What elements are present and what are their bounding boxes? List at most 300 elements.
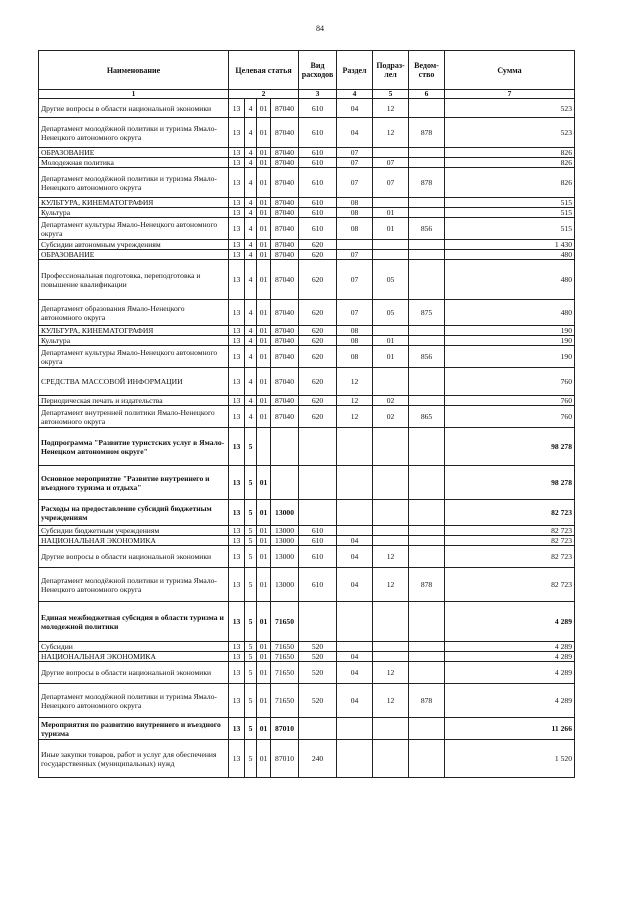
cell-sum: 523 — [445, 99, 575, 118]
cell-section: 04 — [337, 546, 373, 568]
cell-code-a: 13 — [229, 662, 245, 684]
cell-sum: 1 430 — [445, 240, 575, 250]
cell-code-c: 01 — [257, 662, 271, 684]
cell-expense-type: 620 — [299, 336, 337, 346]
cell-section — [337, 466, 373, 500]
cell-code-c: 01 — [257, 500, 271, 526]
cell-subsection — [373, 428, 409, 466]
table-row — [39, 500, 575, 526]
cell-subsection — [373, 500, 409, 526]
cell-code-a: 13 — [229, 642, 245, 652]
cell-subsection — [373, 536, 409, 546]
cell-code-a: 13 — [229, 208, 245, 218]
cell-name: Другие вопросы в области национальной экономики — [39, 546, 229, 568]
cell-section — [337, 526, 373, 536]
cell-code-b: 5 — [245, 662, 257, 684]
cell-code-a: 13 — [229, 118, 245, 148]
cell-code-b: 5 — [245, 428, 257, 466]
cell-name: Департамент молодёжной политики и туризма Ямало-Ненецкого автономного округа — [39, 684, 229, 718]
cell-code-b: 5 — [245, 500, 257, 526]
cell-expense-type: 520 — [299, 662, 337, 684]
cell-subsection — [373, 198, 409, 208]
cell-code-a: 13 — [229, 718, 245, 740]
cell-expense-type: 520 — [299, 684, 337, 718]
cell-subsection — [373, 466, 409, 500]
cell-department — [409, 158, 445, 168]
cell-department: 865 — [409, 406, 445, 428]
cell-code-c: 01 — [257, 260, 271, 300]
cell-code-b: 4 — [245, 148, 257, 158]
cell-code-a: 13 — [229, 526, 245, 536]
cell-sum: 826 — [445, 168, 575, 198]
cell-code-c: 01 — [257, 546, 271, 568]
cell-sum: 4 289 — [445, 684, 575, 718]
cell-code-c: 01 — [257, 740, 271, 778]
cell-code-d: 87040 — [271, 300, 299, 326]
cell-code-d: 87040 — [271, 158, 299, 168]
cell-code-a: 13 — [229, 346, 245, 368]
cell-name: Департамент образования Ямало-Ненецкого автономного округа — [39, 300, 229, 326]
cell-expense-type: 610 — [299, 208, 337, 218]
cell-section: 07 — [337, 168, 373, 198]
cell-department — [409, 466, 445, 500]
cell-expense-type: 620 — [299, 406, 337, 428]
cell-code-d: 13000 — [271, 568, 299, 602]
cell-name: СРЕДСТВА МАССОВОЙ ИНФОРМАЦИИ — [39, 368, 229, 396]
cell-subsection: 01 — [373, 346, 409, 368]
cell-expense-type: 610 — [299, 158, 337, 168]
cell-code-c: 01 — [257, 406, 271, 428]
cell-code-a: 13 — [229, 260, 245, 300]
cell-code-b: 5 — [245, 718, 257, 740]
cell-sum: 4 289 — [445, 642, 575, 652]
cell-code-c: 01 — [257, 198, 271, 208]
cell-department — [409, 198, 445, 208]
cell-name: Субсидии бюджетным учреждениям — [39, 526, 229, 536]
cell-section: 07 — [337, 250, 373, 260]
cell-code-d: 13000 — [271, 536, 299, 546]
cell-code-b: 4 — [245, 396, 257, 406]
cell-code-c: 01 — [257, 396, 271, 406]
cell-department: 878 — [409, 684, 445, 718]
cell-sum: 4 289 — [445, 662, 575, 684]
cell-sum: 760 — [445, 368, 575, 396]
cell-name: Культура — [39, 208, 229, 218]
table-row — [39, 300, 575, 326]
cell-code-a: 13 — [229, 396, 245, 406]
cell-name: Департамент молодёжной политики и туризма Ямало-Ненецкого автономного округа — [39, 168, 229, 198]
cell-department — [409, 602, 445, 642]
cell-name: Департамент молодёжной политики и туризма Ямало-Ненецкого автономного округа — [39, 568, 229, 602]
cell-code-b: 5 — [245, 740, 257, 778]
cell-code-d: 87040 — [271, 198, 299, 208]
cell-code-b: 4 — [245, 218, 257, 240]
cell-subsection: 05 — [373, 300, 409, 326]
cell-code-b: 4 — [245, 158, 257, 168]
cell-section — [337, 428, 373, 466]
cell-code-b: 4 — [245, 406, 257, 428]
cell-name: Департамент культуры Ямало-Ненецкого автономного округа — [39, 346, 229, 368]
cell-section: 04 — [337, 662, 373, 684]
table-row — [39, 168, 575, 198]
cell-code-a: 13 — [229, 300, 245, 326]
cell-subsection: 12 — [373, 99, 409, 118]
cell-sum: 190 — [445, 346, 575, 368]
cell-sum: 4 289 — [445, 602, 575, 642]
cell-code-b: 5 — [245, 602, 257, 642]
cell-subsection: 05 — [373, 260, 409, 300]
cell-name: Субсидии автономным учреждениям — [39, 240, 229, 250]
cell-code-d: 87040 — [271, 260, 299, 300]
cell-sum: 523 — [445, 118, 575, 148]
table-row — [39, 406, 575, 428]
cell-name: Субсидии — [39, 642, 229, 652]
cell-name: Периодическая печать и издательства — [39, 396, 229, 406]
cell-subsection — [373, 718, 409, 740]
cell-sum: 11 266 — [445, 718, 575, 740]
cell-expense-type: 610 — [299, 168, 337, 198]
cell-name: Профессиональная подготовка, переподготовка и повышение квалификации — [39, 260, 229, 300]
cell-department — [409, 652, 445, 662]
cell-expense-type — [299, 466, 337, 500]
header-subsection: Подраз-лел — [373, 51, 409, 90]
cell-code-d: 87010 — [271, 718, 299, 740]
cell-section: 04 — [337, 684, 373, 718]
cell-sum: 480 — [445, 250, 575, 260]
cell-department: 856 — [409, 346, 445, 368]
cell-expense-type: 610 — [299, 118, 337, 148]
cell-code-c: 01 — [257, 718, 271, 740]
cell-expense-type: 610 — [299, 218, 337, 240]
cell-code-b: 4 — [245, 326, 257, 336]
cell-code-a: 13 — [229, 406, 245, 428]
table-row — [39, 208, 575, 218]
column-number: 4 — [337, 90, 373, 99]
cell-expense-type: 520 — [299, 642, 337, 652]
cell-code-a: 13 — [229, 536, 245, 546]
table-row — [39, 396, 575, 406]
cell-code-c — [257, 428, 271, 466]
cell-section: 08 — [337, 198, 373, 208]
cell-code-a: 13 — [229, 546, 245, 568]
cell-subsection: 01 — [373, 218, 409, 240]
page-number: 84 — [316, 24, 324, 33]
cell-section: 08 — [337, 326, 373, 336]
cell-code-b: 5 — [245, 652, 257, 662]
cell-department — [409, 546, 445, 568]
table-row — [39, 718, 575, 740]
cell-name: ОБРАЗОВАНИЕ — [39, 250, 229, 260]
cell-code-d: 87040 — [271, 396, 299, 406]
table-row — [39, 568, 575, 602]
table-row — [39, 546, 575, 568]
header-name: Наименование — [39, 51, 229, 90]
cell-subsection — [373, 326, 409, 336]
cell-subsection — [373, 602, 409, 642]
cell-sum: 480 — [445, 260, 575, 300]
cell-section: 12 — [337, 368, 373, 396]
cell-name: Иные закупки товаров, работ и услуг для обеспечения государственных (муниципальных) нужд — [39, 740, 229, 778]
cell-name: Единая межбюджетная субсидия в области туризма и молодежной политики — [39, 602, 229, 642]
cell-name: КУЛЬТУРА, КИНЕМАТОГРАФИЯ — [39, 198, 229, 208]
cell-subsection: 02 — [373, 406, 409, 428]
column-number: 6 — [409, 90, 445, 99]
cell-code-c: 01 — [257, 346, 271, 368]
cell-department: 878 — [409, 168, 445, 198]
cell-code-a: 13 — [229, 250, 245, 260]
cell-section: 04 — [337, 99, 373, 118]
cell-code-b: 4 — [245, 118, 257, 148]
cell-code-a: 13 — [229, 466, 245, 500]
cell-sum: 515 — [445, 218, 575, 240]
cell-code-a: 13 — [229, 740, 245, 778]
cell-subsection — [373, 250, 409, 260]
table-row — [39, 118, 575, 148]
cell-subsection — [373, 740, 409, 778]
cell-code-c: 01 — [257, 250, 271, 260]
cell-name: Департамент молодёжной политики и туризма Ямало-Ненецкого автономного округа — [39, 118, 229, 148]
cell-subsection: 01 — [373, 208, 409, 218]
cell-sum: 515 — [445, 208, 575, 218]
cell-code-a: 13 — [229, 240, 245, 250]
cell-name: Департамент внутренней политики Ямало-Ненецкого автономного округа — [39, 406, 229, 428]
column-number: 2 — [229, 90, 299, 99]
cell-code-b: 5 — [245, 684, 257, 718]
cell-code-c: 01 — [257, 466, 271, 500]
cell-code-b: 5 — [245, 526, 257, 536]
cell-department — [409, 208, 445, 218]
table-row — [39, 158, 575, 168]
table-row — [39, 148, 575, 158]
cell-section: 07 — [337, 158, 373, 168]
cell-section — [337, 602, 373, 642]
cell-department — [409, 526, 445, 536]
cell-section: 12 — [337, 396, 373, 406]
table-row — [39, 368, 575, 396]
cell-code-d: 87040 — [271, 99, 299, 118]
cell-code-c: 01 — [257, 326, 271, 336]
cell-department: 856 — [409, 218, 445, 240]
cell-section: 08 — [337, 208, 373, 218]
table-row — [39, 526, 575, 536]
cell-expense-type: 610 — [299, 526, 337, 536]
cell-section — [337, 240, 373, 250]
cell-sum: 826 — [445, 148, 575, 158]
cell-expense-type: 620 — [299, 260, 337, 300]
cell-expense-type: 520 — [299, 652, 337, 662]
table-row — [39, 218, 575, 240]
cell-code-c: 01 — [257, 526, 271, 536]
cell-expense-type: 620 — [299, 396, 337, 406]
cell-subsection — [373, 148, 409, 158]
cell-code-c: 01 — [257, 652, 271, 662]
cell-subsection: 12 — [373, 568, 409, 602]
cell-expense-type: 620 — [299, 326, 337, 336]
cell-subsection: 12 — [373, 118, 409, 148]
cell-section: 08 — [337, 346, 373, 368]
table-row — [39, 428, 575, 466]
cell-code-a: 13 — [229, 99, 245, 118]
cell-code-a: 13 — [229, 336, 245, 346]
header-department: Ведом-ство — [409, 51, 445, 90]
cell-code-a: 13 — [229, 148, 245, 158]
header-target-article: Целевая статья — [229, 51, 299, 90]
cell-name: Молодежная политика — [39, 158, 229, 168]
cell-department — [409, 642, 445, 652]
cell-sum: 826 — [445, 158, 575, 168]
table-row — [39, 240, 575, 250]
cell-section — [337, 500, 373, 526]
cell-code-b: 4 — [245, 346, 257, 368]
cell-expense-type: 620 — [299, 346, 337, 368]
cell-code-b: 4 — [245, 250, 257, 260]
cell-code-b: 4 — [245, 260, 257, 300]
cell-department: 878 — [409, 568, 445, 602]
cell-name: НАЦИОНАЛЬНАЯ ЭКОНОМИКА — [39, 652, 229, 662]
cell-section — [337, 718, 373, 740]
cell-department — [409, 662, 445, 684]
cell-sum: 98 278 — [445, 466, 575, 500]
column-number-row — [39, 90, 575, 99]
cell-code-d: 87040 — [271, 326, 299, 336]
cell-sum: 82 723 — [445, 546, 575, 568]
cell-code-a: 13 — [229, 218, 245, 240]
cell-section: 04 — [337, 118, 373, 148]
cell-code-c: 01 — [257, 368, 271, 396]
cell-code-b: 5 — [245, 568, 257, 602]
cell-section — [337, 642, 373, 652]
cell-code-a: 13 — [229, 168, 245, 198]
cell-expense-type: 620 — [299, 300, 337, 326]
table-row — [39, 99, 575, 118]
table-row — [39, 250, 575, 260]
cell-department: 878 — [409, 118, 445, 148]
cell-code-c: 01 — [257, 168, 271, 198]
cell-code-d: 13000 — [271, 500, 299, 526]
cell-code-d: 87040 — [271, 368, 299, 396]
cell-section: 04 — [337, 568, 373, 602]
cell-expense-type: 610 — [299, 546, 337, 568]
cell-sum: 82 723 — [445, 526, 575, 536]
cell-expense-type: 610 — [299, 536, 337, 546]
cell-code-c: 01 — [257, 684, 271, 718]
cell-code-d: 87040 — [271, 346, 299, 368]
header-row — [39, 51, 575, 90]
cell-sum: 98 278 — [445, 428, 575, 466]
table-row — [39, 198, 575, 208]
cell-expense-type: 620 — [299, 368, 337, 396]
cell-sum: 515 — [445, 198, 575, 208]
cell-sum: 1 520 — [445, 740, 575, 778]
cell-code-d: 87040 — [271, 148, 299, 158]
table-body — [39, 99, 575, 778]
cell-subsection — [373, 652, 409, 662]
cell-code-d — [271, 466, 299, 500]
cell-code-a: 13 — [229, 326, 245, 336]
header-expense-type: Вид расходов — [299, 51, 337, 90]
cell-expense-type — [299, 718, 337, 740]
cell-code-b: 5 — [245, 642, 257, 652]
table-row — [39, 652, 575, 662]
cell-section: 12 — [337, 406, 373, 428]
cell-section — [337, 740, 373, 778]
cell-section: 04 — [337, 536, 373, 546]
cell-code-b: 4 — [245, 368, 257, 396]
cell-code-c: 01 — [257, 218, 271, 240]
cell-sum: 190 — [445, 326, 575, 336]
cell-department — [409, 336, 445, 346]
cell-department — [409, 240, 445, 250]
cell-subsection — [373, 240, 409, 250]
cell-name: КУЛЬТУРА, КИНЕМАТОГРАФИЯ — [39, 326, 229, 336]
cell-code-b: 4 — [245, 208, 257, 218]
table-row — [39, 466, 575, 500]
table-row — [39, 684, 575, 718]
cell-expense-type: 610 — [299, 148, 337, 158]
cell-subsection — [373, 368, 409, 396]
header-sum: Сумма — [445, 51, 575, 90]
cell-department — [409, 326, 445, 336]
cell-name: Другие вопросы в области национальной экономики — [39, 99, 229, 118]
table-row — [39, 536, 575, 546]
cell-name: ОБРАЗОВАНИЕ — [39, 148, 229, 158]
cell-code-d: 71650 — [271, 652, 299, 662]
budget-table — [38, 50, 575, 778]
cell-sum: 480 — [445, 300, 575, 326]
cell-code-c: 01 — [257, 300, 271, 326]
cell-subsection: 07 — [373, 168, 409, 198]
cell-name: Мероприятия по развитию внутреннего и въездного туризма — [39, 718, 229, 740]
cell-expense-type: 610 — [299, 568, 337, 602]
column-number: 1 — [39, 90, 229, 99]
cell-sum: 760 — [445, 406, 575, 428]
cell-sum: 760 — [445, 396, 575, 406]
cell-name: Культура — [39, 336, 229, 346]
cell-code-d: 13000 — [271, 526, 299, 536]
cell-code-d: 71650 — [271, 684, 299, 718]
cell-department — [409, 428, 445, 466]
cell-code-d: 87040 — [271, 168, 299, 198]
cell-code-c: 01 — [257, 208, 271, 218]
table-row — [39, 326, 575, 336]
table-row — [39, 346, 575, 368]
cell-subsection — [373, 526, 409, 536]
cell-code-b: 5 — [245, 536, 257, 546]
cell-name: Департамент культуры Ямало-Ненецкого автономного округа — [39, 218, 229, 240]
table-row — [39, 662, 575, 684]
cell-subsection: 12 — [373, 546, 409, 568]
cell-department: 875 — [409, 300, 445, 326]
cell-section: 08 — [337, 218, 373, 240]
cell-code-c: 01 — [257, 336, 271, 346]
cell-code-c: 01 — [257, 642, 271, 652]
cell-department — [409, 250, 445, 260]
cell-code-a: 13 — [229, 602, 245, 642]
cell-code-c: 01 — [257, 568, 271, 602]
cell-expense-type — [299, 602, 337, 642]
cell-code-b: 4 — [245, 240, 257, 250]
cell-code-d: 87040 — [271, 218, 299, 240]
cell-department — [409, 368, 445, 396]
cell-code-a: 13 — [229, 198, 245, 208]
table-row — [39, 260, 575, 300]
cell-expense-type: 620 — [299, 240, 337, 250]
cell-code-c: 01 — [257, 99, 271, 118]
cell-section: 04 — [337, 652, 373, 662]
cell-department — [409, 148, 445, 158]
cell-name: Основное мероприятие "Развитие внутреннего и въездного туризма и отдыха" — [39, 466, 229, 500]
cell-code-c: 01 — [257, 240, 271, 250]
